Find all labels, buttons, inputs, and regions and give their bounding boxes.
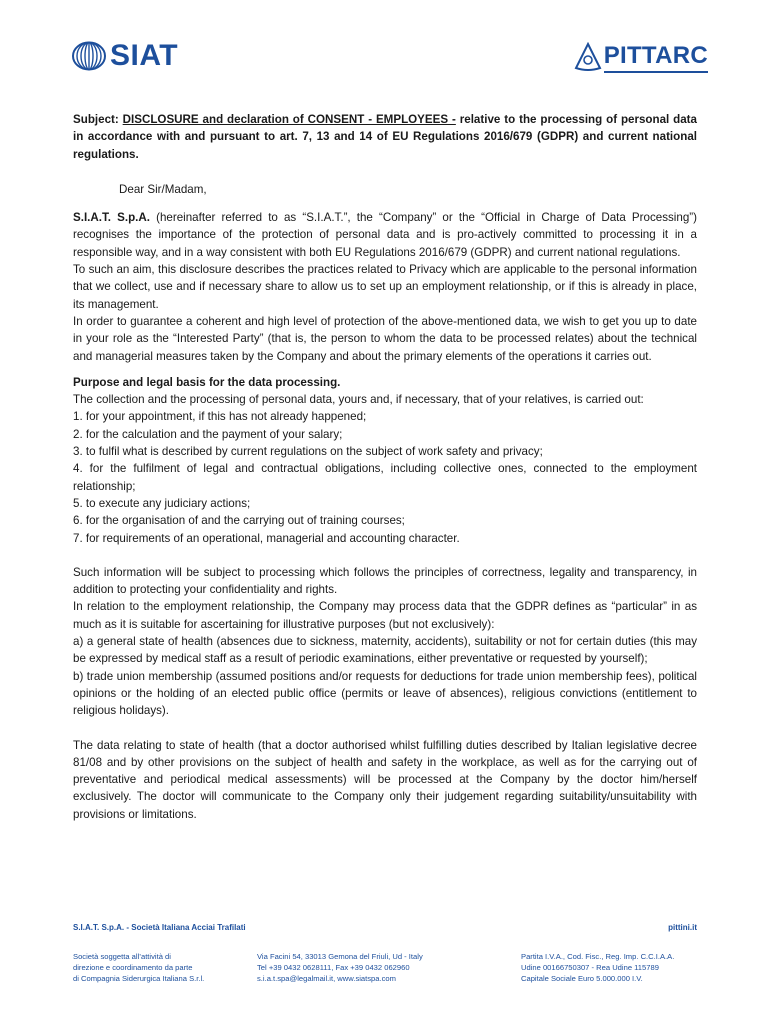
- aim-paragraph: To such an aim, this disclosure describes the practices related to Privacy which are applicable to the personal information that we collect, use and if necessary share to allow us to set up an employment relationship, or if this is already in place, its management.: [73, 263, 697, 311]
- item-a: a) a general state of health (absences due to sickness, maternity, accidents), suitability or not for certain duties (this may be expressed by medical staff as a result of periodic examinations, either preventative or requested by yourself);: [73, 635, 697, 666]
- purpose-item: 1. for your appointment, if this has not already happened;: [73, 410, 367, 424]
- purpose-item: 4. for the fulfilment of legal and contractual obligations, including collective ones, connected to the employment relationship;: [73, 462, 697, 493]
- footer-col-registration: [521, 951, 674, 984]
- footer-line: Società soggetta all’attività di: [73, 952, 171, 961]
- footer-line: direzione e coordinamento da parte: [73, 963, 193, 972]
- guarantee-paragraph: In order to guarantee a coherent and high level of protection of the above-mentioned data, we wish to get you up to date in your role as the “Interested Party” (that is, the person to whom the data to be processed relates) about the technical and managerial measures taken by the Company and about the primary elements of the operations it carries out.: [73, 314, 697, 363]
- intro-paragraph: [73, 209, 697, 261]
- health-paragraph: The data relating to state of health (that a doctor authorised whilst fulfilling duties described by Italian legislative decree 81/08 and by other provisions on the subject of health and safety in the workplace, as well as for the carrying out of preventative and periodical medical assessments) will be processed at the Company by the doctor him/herself exclusively. The doctor will communicate to the Company only their judgement regarding suitability/unsuitability with provisions or limitations.: [73, 738, 697, 821]
- pittarc-logo-text: PITTARC: [604, 42, 708, 73]
- purpose-item: 3. to fulfil what is described by current regulations on the subject of work safety and privacy;: [73, 445, 543, 459]
- purpose-item: 7. for requirements of an operational, managerial and accounting character.: [73, 531, 460, 545]
- purpose-item: 5. to execute any judiciary actions;: [73, 496, 251, 510]
- footer-header: [73, 923, 697, 932]
- subject-title: DISCLOSURE and declaration of CONSENT - EMPLOYEES -: [122, 113, 456, 126]
- purpose-heading: Purpose and legal basis for the data processing.: [73, 375, 341, 389]
- footer-company: S.I.A.T. S.p.A. - Società Italiana Acciai Trafilati: [73, 923, 246, 932]
- footer-col-contact: [257, 951, 423, 984]
- footer-line: Via Facini 54, 33013 Gemona del Friuli, Ud - Italy: [257, 952, 423, 961]
- footer-line: s.i.a.t.spa@legalmail.it, www.siatspa.com: [257, 974, 396, 983]
- footer-website: pittini.it: [668, 923, 697, 932]
- pittarc-logo: [574, 40, 708, 74]
- footer-line: Tel +39 0432 0628111, Fax +39 0432 062960: [257, 963, 410, 972]
- relation-paragraph: In relation to the employment relationship, the Company may process data that the GDPR defines as “particular” in as much as it is suitable for ascertaining for illustrative purposes (but not exclusively):: [73, 600, 697, 631]
- footer-col-ownership: [73, 951, 204, 984]
- subject-line: [73, 111, 697, 163]
- letter-body: [73, 111, 697, 823]
- purpose-intro: The collection and the processing of personal data, yours and, if necessary, that of your relatives, is carried out:: [73, 393, 644, 407]
- siat-logo-text: SIAT: [110, 39, 179, 72]
- purpose-item: 6. for the organisation of and the carrying out of training courses;: [73, 514, 405, 528]
- principles-paragraph: Such information will be subject to processing which follows the principles of correctness, legality and transparency, in addition to protecting your confidentiality and rights.: [73, 565, 697, 597]
- salutation: Dear Sir/Madam,: [119, 182, 207, 196]
- pittarc-triangle-icon: [574, 42, 602, 72]
- footer-line: Capitale Sociale Euro 5.000.000 I.V.: [521, 974, 643, 983]
- subject-prefix: Subject:: [73, 113, 123, 126]
- siat-globe-icon: [72, 41, 106, 71]
- item-b: b) trade union membership (assumed positions and/or requests for deductions for trade union membership fees), political opinions or the holding of an elected public office (permits or leave of absences), religious convictions (entitlement to religious holidays).: [73, 669, 697, 718]
- footer-line: Udine 00166750307 - Rea Udine 115789: [521, 963, 659, 972]
- siat-logo: [72, 40, 178, 72]
- footer-line: Partita I.V.A., Cod. Fisc., Reg. Imp. C.C.I.A.A.: [521, 952, 675, 961]
- subject-rest: relative to the processing of personal data in accordance with and pursuant to art. 7, 13 and 14 of EU Regulations 2016/679 (GDPR) and current national regulations.: [73, 113, 697, 161]
- company-name: S.I.A.T. S.p.A.: [73, 211, 150, 225]
- footer-line: di Compagnia Siderurgica Italiana S.r.l.: [73, 974, 205, 983]
- purpose-item: 2. for the calculation and the payment of your salary;: [73, 427, 343, 441]
- intro-text: (hereinafter referred to as “S.I.A.T.”, the “Company” or the “Official in Charge of Data Processing”) recognises the importance of the protection of personal data and is pro-actively committed to processing it in a responsible way, and in a way consistent with both EU Regulations 2016/679 (GDPR) and current national regulations.: [73, 211, 697, 259]
